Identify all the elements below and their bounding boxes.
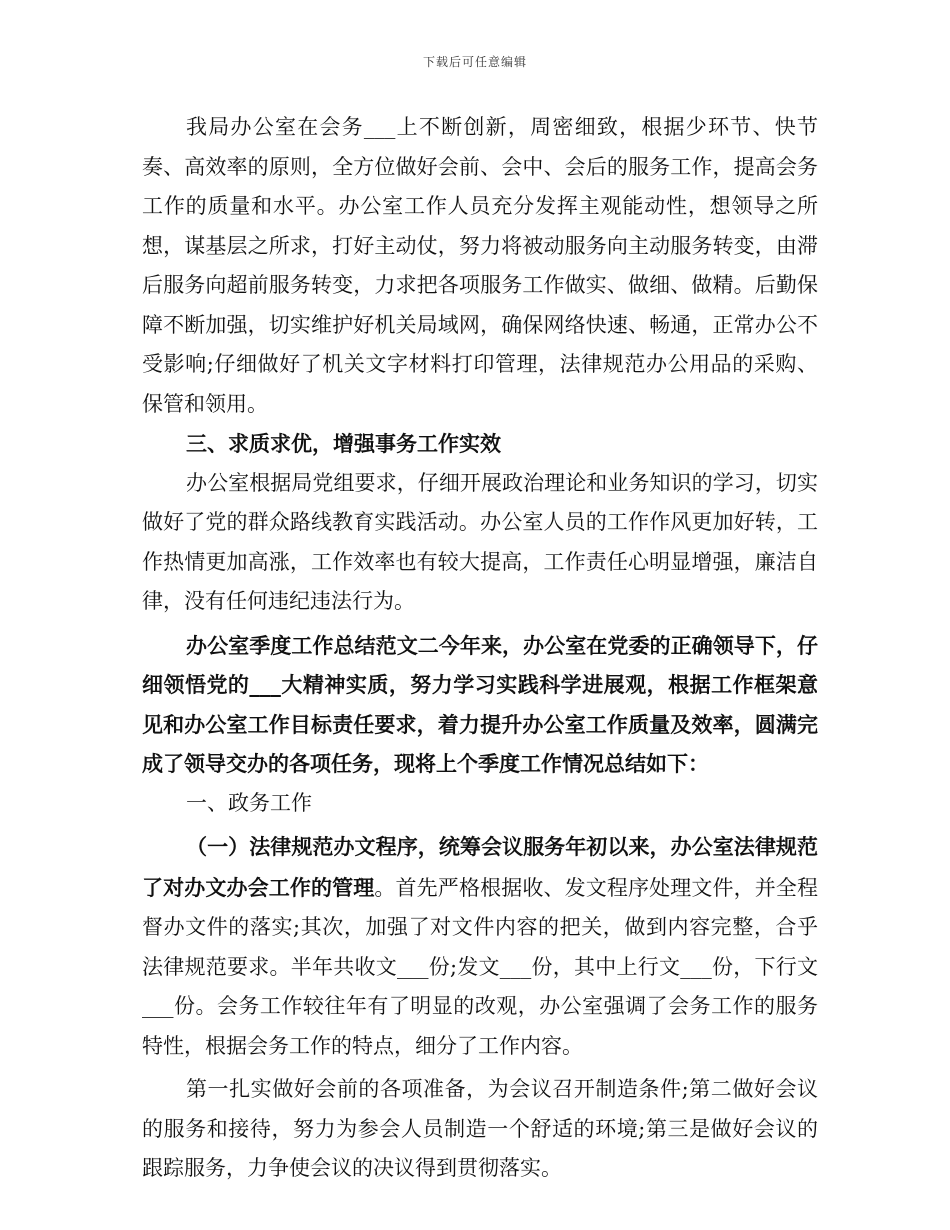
paragraph-meeting-steps: 第一扎实做好会前的各项准备，为会议召开制造条件;第二做好会议的服务和接待，努力为参会人员制造一个舒适的环境;第三是做好会议的跟踪服务，力争使会议的决议得到贯彻落实。 xyxy=(142,1077,818,1180)
page-header: 下载后可任意编辑 xyxy=(422,55,527,69)
paragraph-summary-intro: 办公室季度工作总结范文二今年来，办公室在党委的正确领导下，仔细领悟党的___大精神实质，努力学习实践科学进展观，根据工作框架意见和办公室工作目标责任要求，着力提升办公室工作质量及效率，圆满完成了领导交办的各项任务，现将上个季度工作情况总结如下： xyxy=(142,632,818,776)
paragraph-document-procedure xyxy=(142,827,818,1066)
document-body xyxy=(142,108,818,1189)
section-heading-1: 一、政务工作 xyxy=(186,790,312,815)
section-heading-3: 三、求质求优，增强事务工作实效 xyxy=(186,431,501,456)
paragraph-meeting-services: 我局办公室在会务___上不断创新，周密细致，根据少环节、快节奏、高效率的原则，全方位做好会前、会中、会后的服务工作，提高会务工作的质量和水平。办公室工作人员充分发挥主观能动性，想领导之所想，谋基层之所求，打好主动仗，努力将被动服务向主动服务转变，由滞后服务向超前服务转变，力求把各项服务工作做实、做细、做精。后勤保障不断加强，切实维护好机关局域网，确保网络快速、畅通，正常办公不受影响;仔细做好了机关文字材料打印管理，法律规范办公用品的采购、保管和领用。 xyxy=(142,115,818,416)
paragraph-document-procedure-body: 。首先严格根据收、发文程序处理文件，并全程督办文件的落实;其次，加强了对文件内容的把关，做到内容完整，合乎法律规范要求。半年共收文___份;发文___份，其中上行文___份，下行文___份。会务工作较往年有了明显的改观，办公室强调了会务工作的服务特性，根据会务工作的特点，细分了工作内容。 xyxy=(142,875,819,1058)
paragraph-party-study: 办公室根据局党组要求，仔细开展政治理论和业务知识的学习，切实做好了党的群众路线教育实践活动。办公室人员的工作作风更加好转，工作热情更加高涨，工作效率也有较大提高，工作责任心明显增强，廉洁自律，没有任何违纪违法行为。 xyxy=(142,470,818,613)
paragraph-document-procedure-lead: （一）法律规范办文程序，统筹会议服务年初以来，办公室法律规范了对办文办会工作的管理 xyxy=(142,834,818,900)
